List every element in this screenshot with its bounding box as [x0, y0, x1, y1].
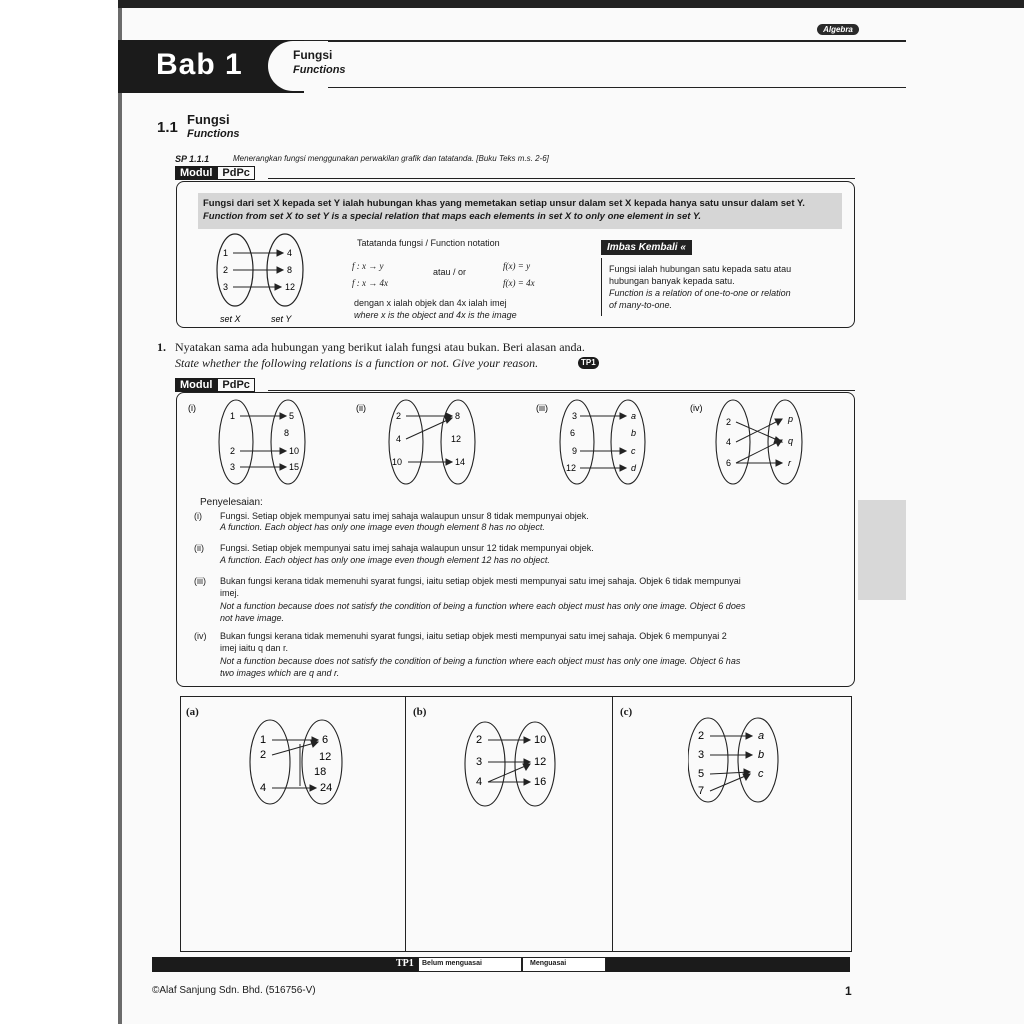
ex-a-r3: 18 — [314, 766, 327, 778]
section-title-ms: Fungsi — [187, 112, 230, 127]
sol-2-ms: Fungsi. Setiap objek mempunyai satu imej sahaja walaupun unsur 12 tidak mempunyai objek. — [220, 543, 594, 553]
notation-f1: f : x → y — [352, 261, 384, 271]
ex-iii-label: (iii) — [536, 403, 548, 413]
ex-b-l3: 4 — [476, 776, 483, 788]
ex-iii-r1: a — [631, 411, 637, 421]
ex-ii-l3: 10 — [392, 457, 403, 467]
ex-iv-l3: 6 — [726, 458, 732, 468]
ex-c-l3: 5 — [698, 768, 705, 780]
ex-b-l2: 3 — [476, 756, 483, 768]
sol-4-ms2: imej iaitu q dan r. — [220, 643, 289, 653]
ex-a-l1: 1 — [260, 734, 267, 746]
ex-b-r2: 12 — [534, 756, 547, 768]
top-border — [118, 0, 1024, 8]
ex-i-label: (i) — [188, 403, 196, 413]
ex-set-y: set Y — [271, 314, 292, 324]
notation-g1: f(x) = y — [503, 261, 531, 271]
pdpc-text: PdPc — [217, 166, 255, 180]
ex-c-l1: 2 — [698, 730, 705, 742]
section-title-en: Functions — [187, 128, 240, 140]
imbas-en-2: of many-to-one. — [609, 300, 673, 310]
chapter-label: Bab 1 — [156, 48, 243, 81]
exercise-divider-2 — [612, 696, 613, 952]
chapter-title-en: Functions — [293, 64, 346, 76]
modul-rule-2 — [268, 390, 855, 391]
question-ms: Nyatakan sama ada hubungan yang berikut ialah fungsi atau bukan. Beri alasan anda. — [175, 340, 585, 354]
modul-rule-1 — [268, 178, 855, 179]
modul-text-2: Modul — [175, 378, 217, 392]
page-edge — [118, 0, 122, 1024]
sol-1-en: A function. Each object has only one image even though element 8 has no object. — [220, 522, 545, 532]
ex-iii-l3: 9 — [572, 446, 578, 456]
ex-iii-r2: b — [631, 428, 637, 438]
ex-ii-l1: 2 — [396, 411, 402, 421]
sol-3-en2: not have image. — [220, 613, 285, 623]
ex-b-r3: 16 — [534, 776, 547, 788]
ex-left-3: 3 — [223, 282, 229, 292]
exercise-b-label: (b) — [413, 706, 427, 718]
header-rule — [270, 40, 906, 42]
ex-ii-label: (ii) — [356, 403, 366, 413]
sol-3-num: (iii) — [194, 576, 206, 586]
notation-note-ms: dengan x ialah objek dan 4x ialah imej — [354, 298, 507, 308]
ex-ii-r2: 12 — [451, 434, 462, 444]
sol-4-en2: two images which are q and r. — [220, 668, 340, 678]
ex-i-l2: 2 — [230, 446, 236, 456]
pdpc-text-2: PdPc — [217, 378, 255, 392]
menguasai-label: Menguasai — [530, 960, 567, 967]
imbas-ms-2: hubungan banyak kepada satu. — [609, 276, 735, 286]
sol-2-num: (ii) — [194, 543, 204, 553]
ex-iii-l1: 3 — [572, 411, 578, 421]
notation-g2: f(x) = 4x — [503, 278, 535, 288]
copyright: ©Alaf Sanjung Sdn. Bhd. (516756-V) — [152, 985, 316, 996]
ex-c-r3: c — [758, 768, 764, 780]
ex-iii-l2: 6 — [570, 428, 576, 438]
sol-4-en: Not a function because does not satisfy the condition of being a function where each object must has only one image. Object 6 has — [220, 656, 741, 666]
exercise-c-label: (c) — [620, 706, 633, 718]
ex-iii-l4: 12 — [566, 463, 577, 473]
ex-iv-l1: 2 — [726, 417, 732, 427]
mastery-tp: TP1 — [396, 958, 414, 969]
ex-iv-r3: r — [788, 458, 791, 468]
ex-iv-r1: p — [788, 414, 794, 424]
sol-4-num: (iv) — [194, 631, 207, 641]
ex-a-r1: 6 — [322, 734, 329, 746]
ex-i-r4: 15 — [289, 462, 300, 472]
question-en: State whether the following relations is a function or not. Give your reason. — [175, 356, 539, 370]
ex-b-r1: 10 — [534, 734, 547, 746]
ex-ii-r3: 14 — [455, 457, 466, 467]
ex-i-l1: 1 — [230, 411, 236, 421]
scan-margin — [0, 0, 118, 1024]
imbas-kembali-label — [601, 240, 692, 255]
ex-a-r2: 12 — [319, 751, 332, 763]
ex-iv-r2: q — [788, 436, 794, 446]
sol-2-en: A function. Each object has only one image even though element 12 has no object. — [220, 555, 550, 565]
question-number: 1. — [157, 340, 166, 354]
rewind-icon: « — [680, 242, 686, 253]
ex-iv-label: (iv) — [690, 403, 703, 413]
ex-iii-r3: c — [631, 446, 636, 456]
thumb-tab — [858, 500, 906, 600]
ex-c-l2: 3 — [698, 749, 705, 761]
ex-right-1: 4 — [287, 248, 293, 258]
sp-text: Menerangkan fungsi menggunakan perwakilan grafik dan tatatanda. [Buku Teks m.s. 2-6] — [233, 154, 549, 163]
imbas-text: Imbas Kembali — [607, 242, 678, 253]
ex-b-l1: 2 — [476, 734, 483, 746]
sol-3-en: Not a function because does not satisfy the condition of being a function where each object must has only one image. Object 6 does — [220, 601, 746, 611]
ex-i-r2: 8 — [284, 428, 290, 438]
notation-f2: f : x → 4x — [352, 278, 388, 288]
header-rule-bottom — [280, 87, 906, 88]
ex-set-x: set X — [220, 314, 241, 324]
exercise-a-diagram — [240, 716, 360, 811]
sol-3-ms2: imej. — [220, 588, 240, 598]
ex-i-r1: 5 — [289, 411, 295, 421]
chapter-title-ms: Fungsi — [293, 48, 333, 62]
modul-label-2 — [175, 378, 255, 392]
ex-right-3: 12 — [285, 282, 296, 292]
ex-left-2: 2 — [223, 265, 229, 275]
example-arrow-diagram — [205, 232, 325, 327]
tp1-badge: TP1 — [578, 357, 599, 369]
notation-note-en: where x is the object and 4x is the image — [354, 310, 517, 320]
ex-ii-l2: 4 — [396, 434, 402, 444]
modul-text: Modul — [175, 166, 217, 180]
solution-heading: Penyelesaian: — [200, 497, 263, 508]
ex-ii-r1: 8 — [455, 411, 461, 421]
ex-a-l3: 4 — [260, 782, 267, 794]
ex-i-r3: 10 — [289, 446, 300, 456]
ex-iii-r4: d — [631, 463, 637, 473]
definition-en: Function from set X to set Y is a special relation that maps each elements in set X to only one element in set Y. — [203, 211, 702, 222]
exercise-divider-1 — [405, 696, 406, 952]
sol-4-ms: Bukan fungsi kerana tidak memenuhi syarat fungsi, iaitu setiap objek mesti mempunyai satu imej sahaja. Objek 6 mempunyai 2 — [220, 631, 727, 641]
modul-label-1 — [175, 166, 255, 180]
exercise-c-diagram — [688, 716, 808, 811]
section-number: 1.1 — [157, 119, 178, 136]
ex-right-2: 8 — [287, 265, 293, 275]
example-diagrams — [180, 398, 850, 493]
sp-code: SP 1.1.1 — [175, 154, 210, 164]
notation-title: Tatatanda fungsi / Function notation — [357, 238, 500, 248]
exercise-a-label: (a) — [186, 706, 199, 718]
imbas-ms-1: Fungsi ialah hubungan satu kepada satu atau — [609, 264, 792, 274]
sol-1-ms: Fungsi. Setiap objek mempunyai satu imej sahaja walaupun unsur 8 tidak mempunyai objek. — [220, 511, 589, 521]
ex-iv-l2: 4 — [726, 437, 732, 447]
belum-label: Belum menguasai — [422, 960, 482, 967]
definition-ms: Fungsi dari set X kepada set Y ialah hubungan khas yang memetakan setiap unsur dalam set X kepada hanya satu unsur dalam set Y. — [203, 198, 805, 209]
sol-1-num: (i) — [194, 511, 202, 521]
ex-c-r2: b — [758, 749, 765, 761]
ex-c-r1: a — [758, 730, 765, 742]
subject-tag: Algebra — [817, 24, 859, 35]
sol-3-ms: Bukan fungsi kerana tidak memenuhi syarat fungsi, iaitu setiap objek mesti mempunyai satu imej sahaja. Objek 6 tidak mempunyai — [220, 576, 741, 586]
ex-a-l2: 2 — [260, 749, 267, 761]
ex-c-l4: 7 — [698, 785, 705, 797]
ex-a-r4: 24 — [320, 782, 333, 794]
ex-i-l3: 3 — [230, 462, 236, 472]
imbas-en-1: Function is a relation of one-to-one or relation — [609, 288, 791, 298]
exercise-b-diagram — [460, 716, 580, 811]
page-number: 1 — [845, 984, 852, 998]
notation-or: atau / or — [433, 267, 467, 277]
ex-left-1: 1 — [223, 248, 229, 258]
